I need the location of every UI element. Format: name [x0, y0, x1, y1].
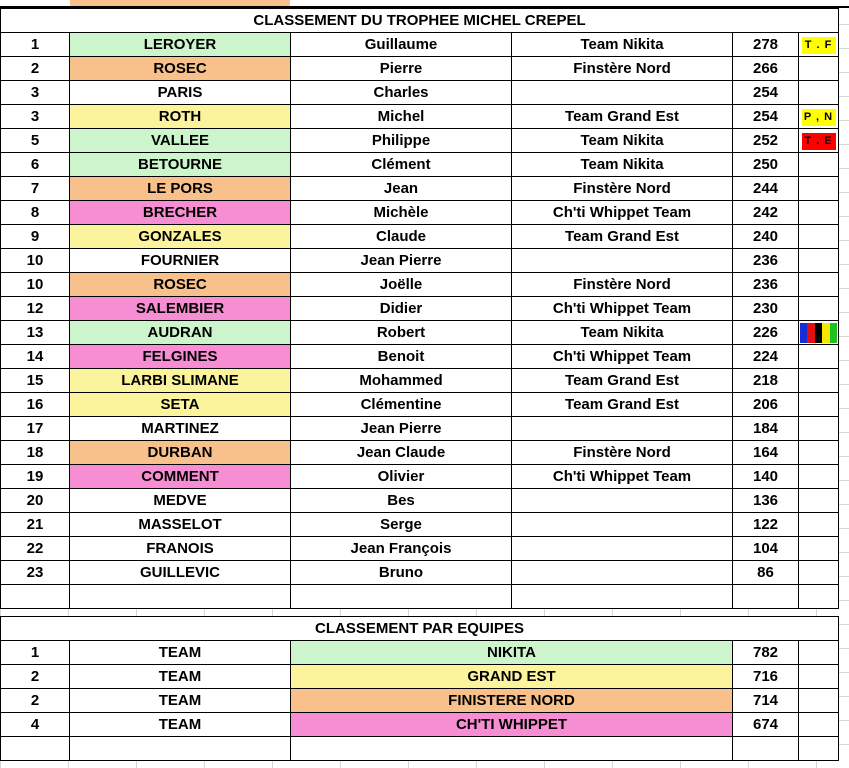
- rank-cell[interactable]: 10: [1, 273, 70, 297]
- firstname-cell[interactable]: Joëlle: [291, 273, 512, 297]
- table-row: [1, 417, 839, 441]
- points-cell[interactable]: 104: [733, 537, 799, 561]
- team-name-cell[interactable]: FINISTERE NORD: [291, 689, 733, 713]
- table-row: [1, 465, 839, 489]
- individual-ranking-table: [0, 8, 839, 609]
- badge-cell[interactable]: [799, 441, 839, 465]
- lastname-cell[interactable]: MASSELOT: [70, 513, 291, 537]
- firstname-cell[interactable]: Clément: [291, 153, 512, 177]
- rank-cell[interactable]: 17: [1, 417, 70, 441]
- badge-label: T . E: [802, 133, 836, 150]
- points-cell[interactable]: 244: [733, 177, 799, 201]
- rank-cell[interactable]: 1: [1, 33, 70, 57]
- points-cell[interactable]: 224: [733, 345, 799, 369]
- rank-cell[interactable]: 2: [1, 665, 70, 689]
- table-row: [1, 713, 839, 737]
- empty-cell[interactable]: [799, 585, 839, 609]
- team-cell[interactable]: Team Grand Est: [512, 393, 733, 417]
- empty-cell[interactable]: [799, 641, 839, 665]
- badge-cell[interactable]: [799, 537, 839, 561]
- table-row: [1, 441, 839, 465]
- lastname-cell[interactable]: ROTH: [70, 105, 291, 129]
- badge-cell[interactable]: [799, 513, 839, 537]
- lastname-cell[interactable]: DURBAN: [70, 441, 291, 465]
- lastname-cell[interactable]: BETOURNE: [70, 153, 291, 177]
- rank-cell[interactable]: 5: [1, 129, 70, 153]
- empty-cell[interactable]: [291, 737, 733, 761]
- team-cell[interactable]: [512, 513, 733, 537]
- table-row: [1, 393, 839, 417]
- badge-cell[interactable]: [799, 321, 839, 345]
- points-cell[interactable]: 140: [733, 465, 799, 489]
- table-row: [1, 689, 839, 713]
- team-cell[interactable]: Team Grand Est: [512, 369, 733, 393]
- rank-cell[interactable]: 7: [1, 177, 70, 201]
- table-row: [1, 105, 839, 129]
- empty-cell[interactable]: [512, 585, 733, 609]
- table-row: [1, 81, 839, 105]
- points-cell[interactable]: 236: [733, 249, 799, 273]
- badge-label: T . F: [802, 37, 836, 54]
- firstname-cell[interactable]: Jean François: [291, 537, 512, 561]
- lastname-cell[interactable]: GUILLEVIC: [70, 561, 291, 585]
- table-row: [1, 297, 839, 321]
- firstname-cell[interactable]: Jean Pierre: [291, 417, 512, 441]
- empty-cell[interactable]: [733, 737, 799, 761]
- team-cell[interactable]: [512, 417, 733, 441]
- lastname-cell[interactable]: MEDVE: [70, 489, 291, 513]
- lastname-cell[interactable]: MARTINEZ: [70, 417, 291, 441]
- team-label-cell[interactable]: TEAM: [70, 665, 291, 689]
- rank-cell[interactable]: 23: [1, 561, 70, 585]
- badge-cell[interactable]: [799, 225, 839, 249]
- team-cell[interactable]: Team Nikita: [512, 129, 733, 153]
- points-cell[interactable]: 206: [733, 393, 799, 417]
- badge-cell[interactable]: [799, 297, 839, 321]
- empty-cell[interactable]: [70, 737, 291, 761]
- team-cell[interactable]: Finstère Nord: [512, 273, 733, 297]
- lastname-cell[interactable]: GONZALES: [70, 225, 291, 249]
- team-cell[interactable]: Finstère Nord: [512, 441, 733, 465]
- rank-cell[interactable]: 15: [1, 369, 70, 393]
- empty-cell[interactable]: [799, 689, 839, 713]
- team-cell[interactable]: [512, 537, 733, 561]
- firstname-cell[interactable]: Didier: [291, 297, 512, 321]
- badge-cell[interactable]: [799, 153, 839, 177]
- rank-cell[interactable]: 22: [1, 537, 70, 561]
- points-cell[interactable]: 242: [733, 201, 799, 225]
- points-cell[interactable]: 674: [733, 713, 799, 737]
- points-cell[interactable]: 254: [733, 81, 799, 105]
- team-cell[interactable]: Team Grand Est: [512, 105, 733, 129]
- badge-cell[interactable]: [799, 345, 839, 369]
- team-cell[interactable]: [512, 561, 733, 585]
- team-cell[interactable]: Team Nikita: [512, 153, 733, 177]
- points-cell[interactable]: 122: [733, 513, 799, 537]
- badge-cell[interactable]: [799, 465, 839, 489]
- team-cell[interactable]: Ch'ti Whippet Team: [512, 297, 733, 321]
- team-name-cell[interactable]: CH'TI WHIPPET: [291, 713, 733, 737]
- badge-cell[interactable]: [799, 249, 839, 273]
- team-ranking-title[interactable]: CLASSEMENT PAR EQUIPES: [1, 617, 839, 641]
- empty-row: [1, 585, 839, 609]
- firstname-cell[interactable]: Michel: [291, 105, 512, 129]
- lastname-cell[interactable]: LEROYER: [70, 33, 291, 57]
- team-name-cell[interactable]: GRAND EST: [291, 665, 733, 689]
- firstname-cell[interactable]: Mohammed: [291, 369, 512, 393]
- badge-cell[interactable]: [799, 81, 839, 105]
- firstname-cell[interactable]: Benoit: [291, 345, 512, 369]
- empty-cell[interactable]: [799, 737, 839, 761]
- team-label-cell[interactable]: TEAM: [70, 641, 291, 665]
- lastname-cell[interactable]: FOURNIER: [70, 249, 291, 273]
- points-cell[interactable]: 218: [733, 369, 799, 393]
- empty-cell[interactable]: [291, 585, 512, 609]
- team-label-cell[interactable]: TEAM: [70, 689, 291, 713]
- lastname-cell[interactable]: VALLEE: [70, 129, 291, 153]
- badge-cell[interactable]: [799, 177, 839, 201]
- points-cell[interactable]: 266: [733, 57, 799, 81]
- points-cell[interactable]: 714: [733, 689, 799, 713]
- empty-cell[interactable]: [799, 713, 839, 737]
- rank-cell[interactable]: 16: [1, 393, 70, 417]
- team-cell[interactable]: [512, 489, 733, 513]
- firstname-cell[interactable]: Michèle: [291, 201, 512, 225]
- firstname-cell[interactable]: Philippe: [291, 129, 512, 153]
- table-row: [1, 345, 839, 369]
- table-row: [1, 641, 839, 665]
- points-cell[interactable]: 252: [733, 129, 799, 153]
- rank-cell[interactable]: 10: [1, 249, 70, 273]
- table-row: [1, 57, 839, 81]
- points-cell[interactable]: 230: [733, 297, 799, 321]
- badge-cell[interactable]: [799, 57, 839, 81]
- points-cell[interactable]: 782: [733, 641, 799, 665]
- rank-cell[interactable]: 9: [1, 225, 70, 249]
- badge-cell[interactable]: [799, 129, 839, 153]
- firstname-cell[interactable]: Jean: [291, 177, 512, 201]
- individual-ranking-title[interactable]: CLASSEMENT DU TROPHEE MICHEL CREPEL: [1, 9, 839, 33]
- firstname-cell[interactable]: Bruno: [291, 561, 512, 585]
- firstname-cell[interactable]: Charles: [291, 81, 512, 105]
- table-row: [1, 153, 839, 177]
- team-cell[interactable]: Team Grand Est: [512, 225, 733, 249]
- table-row: [1, 537, 839, 561]
- color-stripes-icon: [800, 323, 838, 343]
- team-cell[interactable]: [512, 81, 733, 105]
- badge-label: P , N: [802, 109, 836, 126]
- table-row: [1, 321, 839, 345]
- table-row: [1, 33, 839, 57]
- table-row: [1, 369, 839, 393]
- rank-cell[interactable]: 20: [1, 489, 70, 513]
- empty-cell[interactable]: [733, 585, 799, 609]
- firstname-cell[interactable]: Robert: [291, 321, 512, 345]
- table-row: [1, 201, 839, 225]
- badge-cell[interactable]: [799, 105, 839, 129]
- empty-cell[interactable]: [70, 585, 291, 609]
- points-cell[interactable]: 164: [733, 441, 799, 465]
- points-cell[interactable]: 716: [733, 665, 799, 689]
- table-row: [1, 513, 839, 537]
- lastname-cell[interactable]: LARBI SLIMANE: [70, 369, 291, 393]
- points-cell[interactable]: 86: [733, 561, 799, 585]
- lastname-cell[interactable]: COMMENT: [70, 465, 291, 489]
- rank-cell[interactable]: 1: [1, 641, 70, 665]
- team-label-cell[interactable]: TEAM: [70, 713, 291, 737]
- rank-cell[interactable]: 8: [1, 201, 70, 225]
- points-cell[interactable]: 278: [733, 33, 799, 57]
- team-cell[interactable]: Ch'ti Whippet Team: [512, 345, 733, 369]
- team-cell[interactable]: Ch'ti Whippet Team: [512, 465, 733, 489]
- firstname-cell[interactable]: Olivier: [291, 465, 512, 489]
- rank-cell[interactable]: 18: [1, 441, 70, 465]
- lastname-cell[interactable]: ROSEC: [70, 57, 291, 81]
- table-row: [1, 489, 839, 513]
- rank-cell[interactable]: 14: [1, 345, 70, 369]
- team-cell[interactable]: [512, 249, 733, 273]
- badge-cell[interactable]: [799, 33, 839, 57]
- rank-cell[interactable]: 2: [1, 689, 70, 713]
- badge-cell[interactable]: [799, 273, 839, 297]
- points-cell[interactable]: 236: [733, 273, 799, 297]
- title-row: [1, 617, 839, 641]
- team-ranking-table: [0, 616, 839, 761]
- table-row: [1, 249, 839, 273]
- points-cell[interactable]: 240: [733, 225, 799, 249]
- table-row: [1, 129, 839, 153]
- badge-cell[interactable]: [799, 369, 839, 393]
- rank-cell[interactable]: 6: [1, 153, 70, 177]
- table-row: [1, 225, 839, 249]
- badge-cell[interactable]: [799, 393, 839, 417]
- points-cell[interactable]: 250: [733, 153, 799, 177]
- lastname-cell[interactable]: FELGINES: [70, 345, 291, 369]
- team-name-cell[interactable]: NIKITA: [291, 641, 733, 665]
- table-row: [1, 561, 839, 585]
- points-cell[interactable]: 226: [733, 321, 799, 345]
- firstname-cell[interactable]: Guillaume: [291, 33, 512, 57]
- rank-cell[interactable]: 3: [1, 105, 70, 129]
- lastname-cell[interactable]: SALEMBIER: [70, 297, 291, 321]
- rank-cell[interactable]: 4: [1, 713, 70, 737]
- lastname-cell[interactable]: FRANOIS: [70, 537, 291, 561]
- empty-cell[interactable]: [799, 665, 839, 689]
- team-cell[interactable]: Finstère Nord: [512, 177, 733, 201]
- empty-cell[interactable]: [1, 585, 70, 609]
- empty-row: [1, 737, 839, 761]
- firstname-cell[interactable]: Bes: [291, 489, 512, 513]
- empty-cell[interactable]: [1, 737, 70, 761]
- table-row: [1, 665, 839, 689]
- points-cell[interactable]: 254: [733, 105, 799, 129]
- firstname-cell[interactable]: Jean Claude: [291, 441, 512, 465]
- rank-cell[interactable]: 19: [1, 465, 70, 489]
- rank-cell[interactable]: 3: [1, 81, 70, 105]
- badge-cell[interactable]: [799, 417, 839, 441]
- rank-cell[interactable]: 2: [1, 57, 70, 81]
- badge-cell[interactable]: [799, 561, 839, 585]
- firstname-cell[interactable]: Jean Pierre: [291, 249, 512, 273]
- rank-cell[interactable]: 12: [1, 297, 70, 321]
- points-cell[interactable]: 136: [733, 489, 799, 513]
- team-cell[interactable]: Team Nikita: [512, 33, 733, 57]
- lastname-cell[interactable]: LE PORS: [70, 177, 291, 201]
- firstname-cell[interactable]: Pierre: [291, 57, 512, 81]
- lastname-cell[interactable]: SETA: [70, 393, 291, 417]
- firstname-cell[interactable]: Clémentine: [291, 393, 512, 417]
- table-row: [1, 177, 839, 201]
- points-cell[interactable]: 184: [733, 417, 799, 441]
- lastname-cell[interactable]: BRECHER: [70, 201, 291, 225]
- firstname-cell[interactable]: Claude: [291, 225, 512, 249]
- rank-cell[interactable]: 21: [1, 513, 70, 537]
- team-cell[interactable]: Ch'ti Whippet Team: [512, 201, 733, 225]
- rank-cell[interactable]: 13: [1, 321, 70, 345]
- title-row: [1, 9, 839, 33]
- team-cell[interactable]: Finstère Nord: [512, 57, 733, 81]
- badge-cell[interactable]: [799, 201, 839, 225]
- firstname-cell[interactable]: Serge: [291, 513, 512, 537]
- team-cell[interactable]: Team Nikita: [512, 321, 733, 345]
- lastname-cell[interactable]: ROSEC: [70, 273, 291, 297]
- badge-cell[interactable]: [799, 489, 839, 513]
- table-row: [1, 273, 839, 297]
- top-strip: [0, 0, 849, 8]
- lastname-cell[interactable]: PARIS: [70, 81, 291, 105]
- lastname-cell[interactable]: AUDRAN: [70, 321, 291, 345]
